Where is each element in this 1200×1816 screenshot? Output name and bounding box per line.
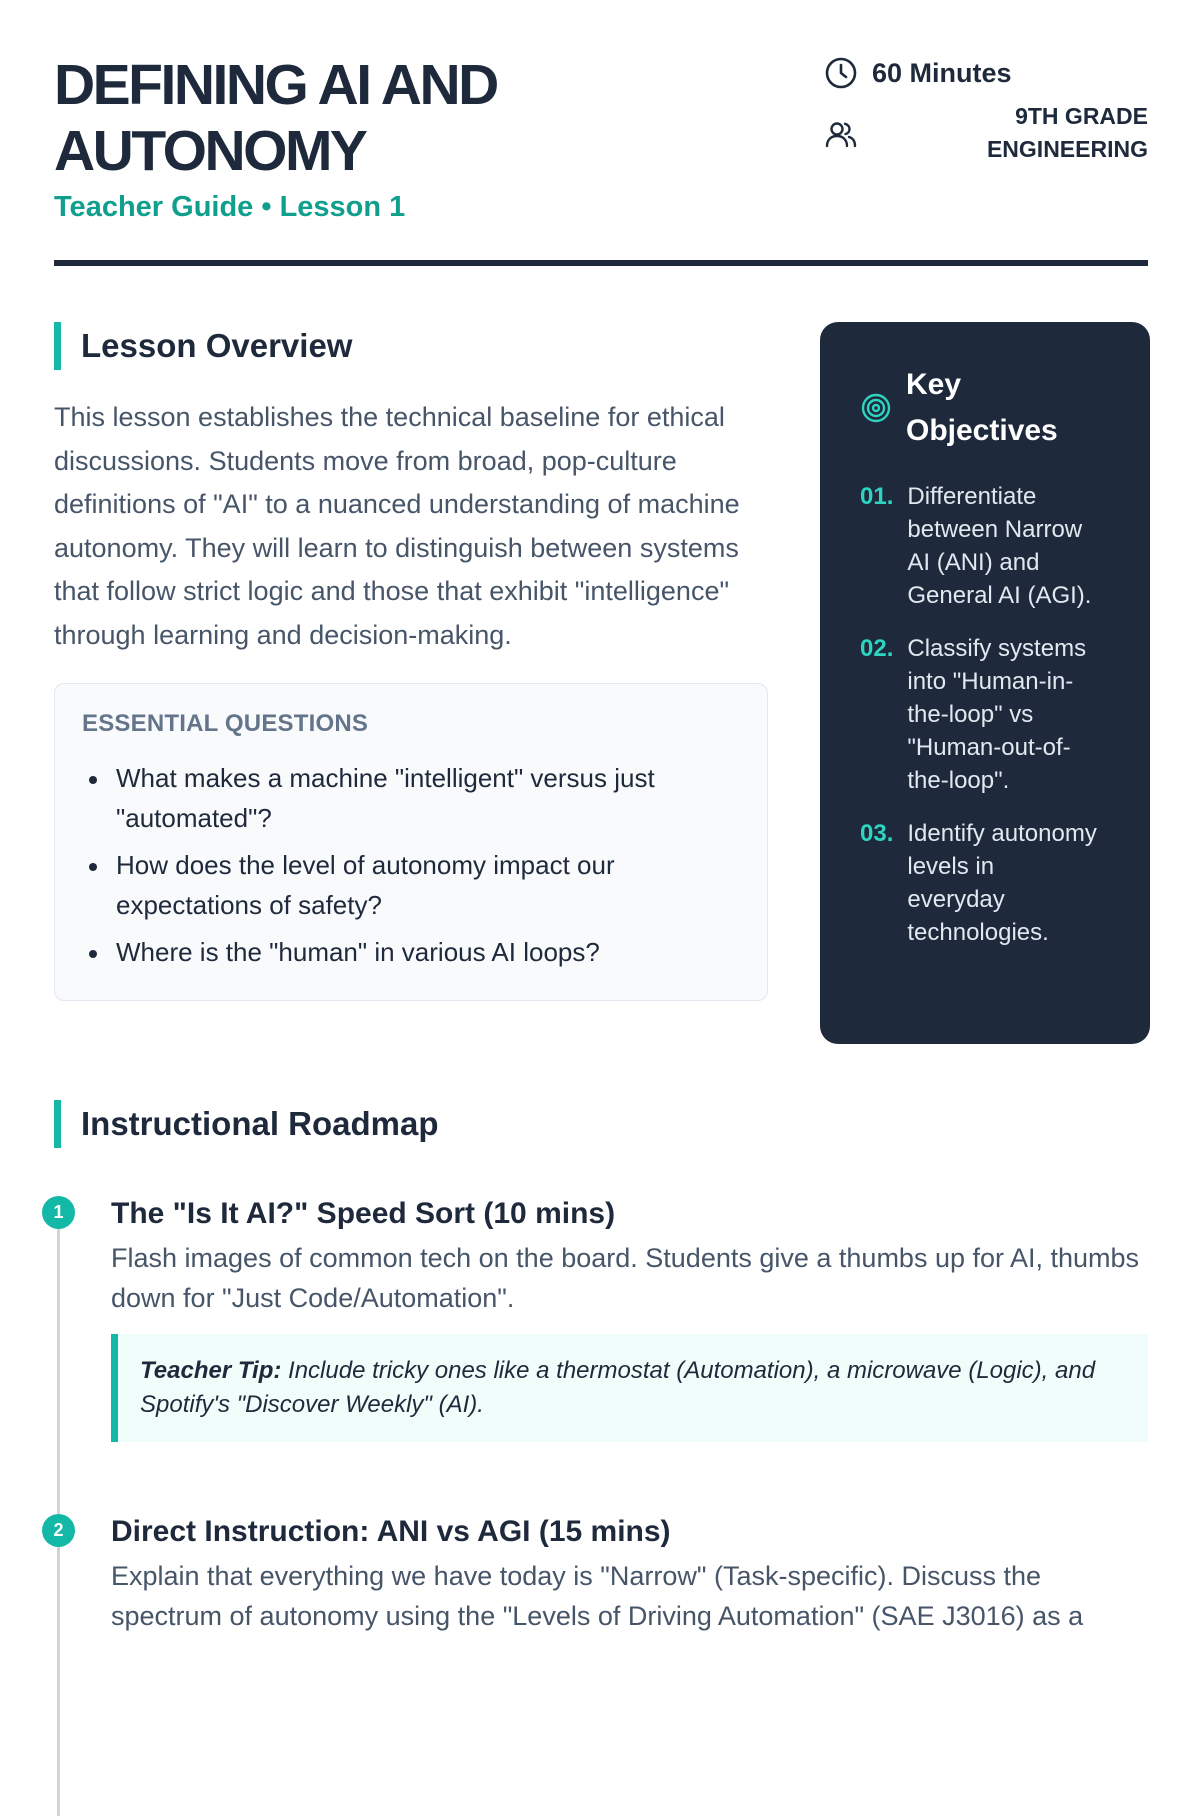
objectives-heading: Key Objectives <box>906 368 1058 447</box>
list-item: Where is the "human" in various AI loops? <box>82 932 741 972</box>
section-heading-overview <box>54 322 768 370</box>
target-icon <box>860 392 892 424</box>
users-icon <box>824 118 858 152</box>
instructional-roadmap-section <box>54 1044 1148 1636</box>
page-header <box>54 0 1148 268</box>
essential-questions-list <box>82 758 741 972</box>
audience-label: 9TH GRADE ENGINEERING <box>986 103 1148 162</box>
objective-number: 03. <box>860 820 894 847</box>
objective-number: 01. <box>860 483 894 510</box>
page-subtitle: Teacher Guide • Lesson 1 <box>54 191 406 223</box>
overview-text: This lesson establishes the technical baseline for ethical discussions. Students move from broad, pop-culture definitions of "AI" to a nuanced understanding of machine autonomy. They will learn to distinguish between systems that follow strict logic and those that exhibit "intelligence" through learning and decision-making. <box>54 402 740 650</box>
roadmap-timeline <box>54 1196 1148 1636</box>
objective-text: Classify systems into "Human-in-the-loop" vs "Human-out-of-the-loop". <box>907 635 1087 794</box>
teacher-tip-text: Include tricky ones like a thermostat (Automation), a microwave (Logic), and Spotify's "Discover Weekly" (AI). <box>140 1357 1096 1418</box>
objective-item <box>860 480 1110 612</box>
teacher-tip-label: Teacher Tip: <box>140 1357 282 1384</box>
page-title: DEFINING AI AND AUTONOMY <box>54 53 497 183</box>
objective-item <box>860 632 1110 797</box>
step-number-badge: 1 <box>42 1196 75 1229</box>
objectives-list <box>860 480 1110 949</box>
list-item: How does the level of autonomy impact our expectations of safety? <box>82 845 741 925</box>
section-heading-roadmap <box>54 1100 1148 1148</box>
roadmap-step <box>54 1514 1148 1636</box>
list-item: What makes a machine "intelligent" versus just "automated"? <box>82 758 741 838</box>
step-title: Direct Instruction: ANI vs AGI (15 mins) <box>111 1515 671 1548</box>
objectives-header <box>860 362 1110 454</box>
duration-label: 60 Minutes <box>872 57 1012 88</box>
objective-number: 02. <box>860 635 894 662</box>
objective-text: Differentiate between Narrow AI (ANI) and General AI (AGI). <box>907 483 1092 609</box>
duration-meta <box>824 56 1012 90</box>
step-number-badge: 2 <box>42 1514 75 1547</box>
step-description: Explain that everything we have today is "Narrow" (Task-specific). Discuss the spectrum of autonomy using the "Levels of Driving Automation" (SAE J3016) as a <box>111 1561 1084 1631</box>
clock-icon <box>824 56 858 90</box>
heading-accent-bar <box>54 322 61 370</box>
heading-accent-bar <box>54 1100 61 1148</box>
essential-questions-box <box>54 683 768 1001</box>
overview-row <box>54 268 1148 1044</box>
step-title: The "Is It AI?" Speed Sort (10 mins) <box>111 1197 616 1230</box>
roadmap-step <box>54 1196 1148 1442</box>
key-objectives-card <box>820 322 1150 1044</box>
roadmap-heading: Instructional Roadmap <box>81 1105 439 1142</box>
overview-heading: Lesson Overview <box>81 327 353 364</box>
step-description: Flash images of common tech on the board. Students give a thumbs up for AI, thumbs down for "Just Code/Automation". <box>111 1243 1140 1313</box>
teacher-tip <box>111 1334 1148 1442</box>
objective-text: Identify autonomy levels in everyday technologies. <box>907 820 1097 946</box>
essential-questions-title: ESSENTIAL QUESTIONS <box>82 710 369 737</box>
lesson-overview-section <box>54 322 768 1001</box>
header-divider <box>54 260 1148 266</box>
objective-item <box>860 817 1110 949</box>
